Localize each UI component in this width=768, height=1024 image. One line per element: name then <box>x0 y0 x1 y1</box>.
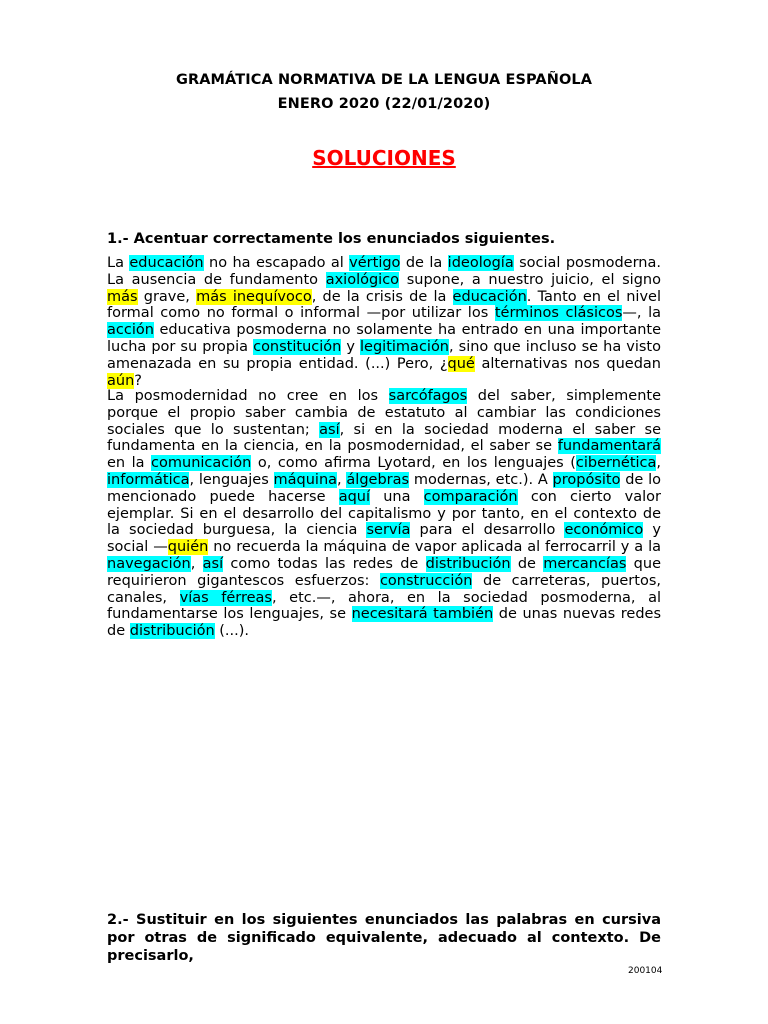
highlight-cyan: fundamentará <box>557 438 661 455</box>
highlight-cyan: cibernética <box>575 455 657 472</box>
solutions-heading: SOLUCIONES <box>312 146 456 170</box>
highlight-yellow: qué <box>447 355 475 372</box>
highlight-cyan: comunicación <box>151 455 252 472</box>
highlight-cyan: así <box>319 421 340 438</box>
highlight-yellow: quién <box>167 539 209 556</box>
question-1-heading: 1.- Acentuar correctamente los enunciados siguientes. <box>107 231 556 247</box>
highlight-cyan: álgebras <box>346 471 410 488</box>
highlight-cyan: sarcófagos <box>388 388 468 404</box>
question-2-heading: 2.- Sustituir en los siguientes enunciados las palabras en cursiva por otras de significado equivalente, adecuado al contexto. De precisarlo, <box>107 912 661 964</box>
highlight-cyan: vías férreas <box>179 589 272 606</box>
highlight-cyan: educación <box>129 255 204 271</box>
highlight-cyan: constitución <box>253 338 342 355</box>
highlight-cyan: económico <box>564 522 644 539</box>
highlight-cyan: construcción <box>379 572 473 589</box>
highlight-cyan: distribución <box>425 555 511 572</box>
highlight-cyan: necesitará también <box>351 606 494 623</box>
highlight-cyan: informática <box>107 471 190 488</box>
highlight-yellow: aún <box>107 372 135 389</box>
highlight-cyan: términos clásicos <box>494 305 623 322</box>
highlight-cyan: navegación <box>107 555 191 572</box>
question-1-paragraph-2: La posmodernidad no cree en los sarcófagos del saber, simplemente porque el propio saber cambia de estatuto al cambiar las condiciones sociales que lo sustentan; así, si en la sociedad moderna el saber se fundamenta en la ciencia, en la posmodernidad, el saber se fundamentará en la comunicación o, como afirma Lyotard, en los lenguajes (cibernética, informática, lenguajes máquina, álgebras modernas, etc.). A propósito de lo mencionado puede hacerse aquí una comparación con cierto valor ejemplar. Si en el desarrollo del capitalismo y por tanto, en el contexto de la sociedad burguesa, la ciencia servía para el desarrollo económico y social —quién no recuerda la máquina de vapor aplicada al ferrocarril y a la navegación, así como todas las redes de distribución de mercancías que requirieron gigantescos esfuerzos: construcción de carreteras, puertos, canales, vías férreas, etc.—, ahora, en la sociedad posmoderna, al fundamentarse los lenguajes, se necesitará también de unas nuevas redes de distribución (...). <box>107 388 662 640</box>
highlight-cyan: legitimación <box>360 338 449 355</box>
highlight-cyan: distribución <box>129 623 215 640</box>
highlight-cyan: acción <box>107 322 154 339</box>
highlight-yellow: más <box>107 288 138 305</box>
highlight-cyan: educación <box>452 288 527 305</box>
highlight-cyan: servía <box>366 522 411 539</box>
highlight-yellow: más inequívoco <box>196 288 312 305</box>
highlight-cyan: mercancías <box>543 555 627 572</box>
highlight-cyan: comparación <box>423 488 518 505</box>
question-1-paragraph-1: La educación no ha escapado al vértigo de la ideología social posmoderna. La ausencia de fundamento axiológico supone, a nuestro juicio, el signo más grave, más inequívoco, de la crisis de la educación. Tanto en el nivel formal como no formal o informal —por utilizar los términos clásicos—, la acción educativa posmoderna no solamente ha entrado en una importante lucha por su propia constitución y legitimación, sino que incluso se ha visto amenazada en su propia entidad. (...) Pero, ¿qué alternativas nos quedan aún? <box>107 255 661 389</box>
highlight-cyan: aquí <box>338 488 370 505</box>
highlight-cyan: propósito <box>552 471 621 488</box>
highlight-cyan: axiológico <box>325 271 400 288</box>
exam-date: ENERO 2020 (22/01/2020) <box>277 96 491 112</box>
highlight-cyan: así <box>202 555 224 572</box>
footer-code: 200104 <box>628 966 663 976</box>
document-title: GRAMÁTICA NORMATIVA DE LA LENGUA ESPAÑOLA <box>175 72 593 88</box>
highlight-cyan: máquina <box>273 471 338 488</box>
highlight-cyan: ideología <box>447 255 514 271</box>
highlight-cyan: vértigo <box>349 255 401 271</box>
